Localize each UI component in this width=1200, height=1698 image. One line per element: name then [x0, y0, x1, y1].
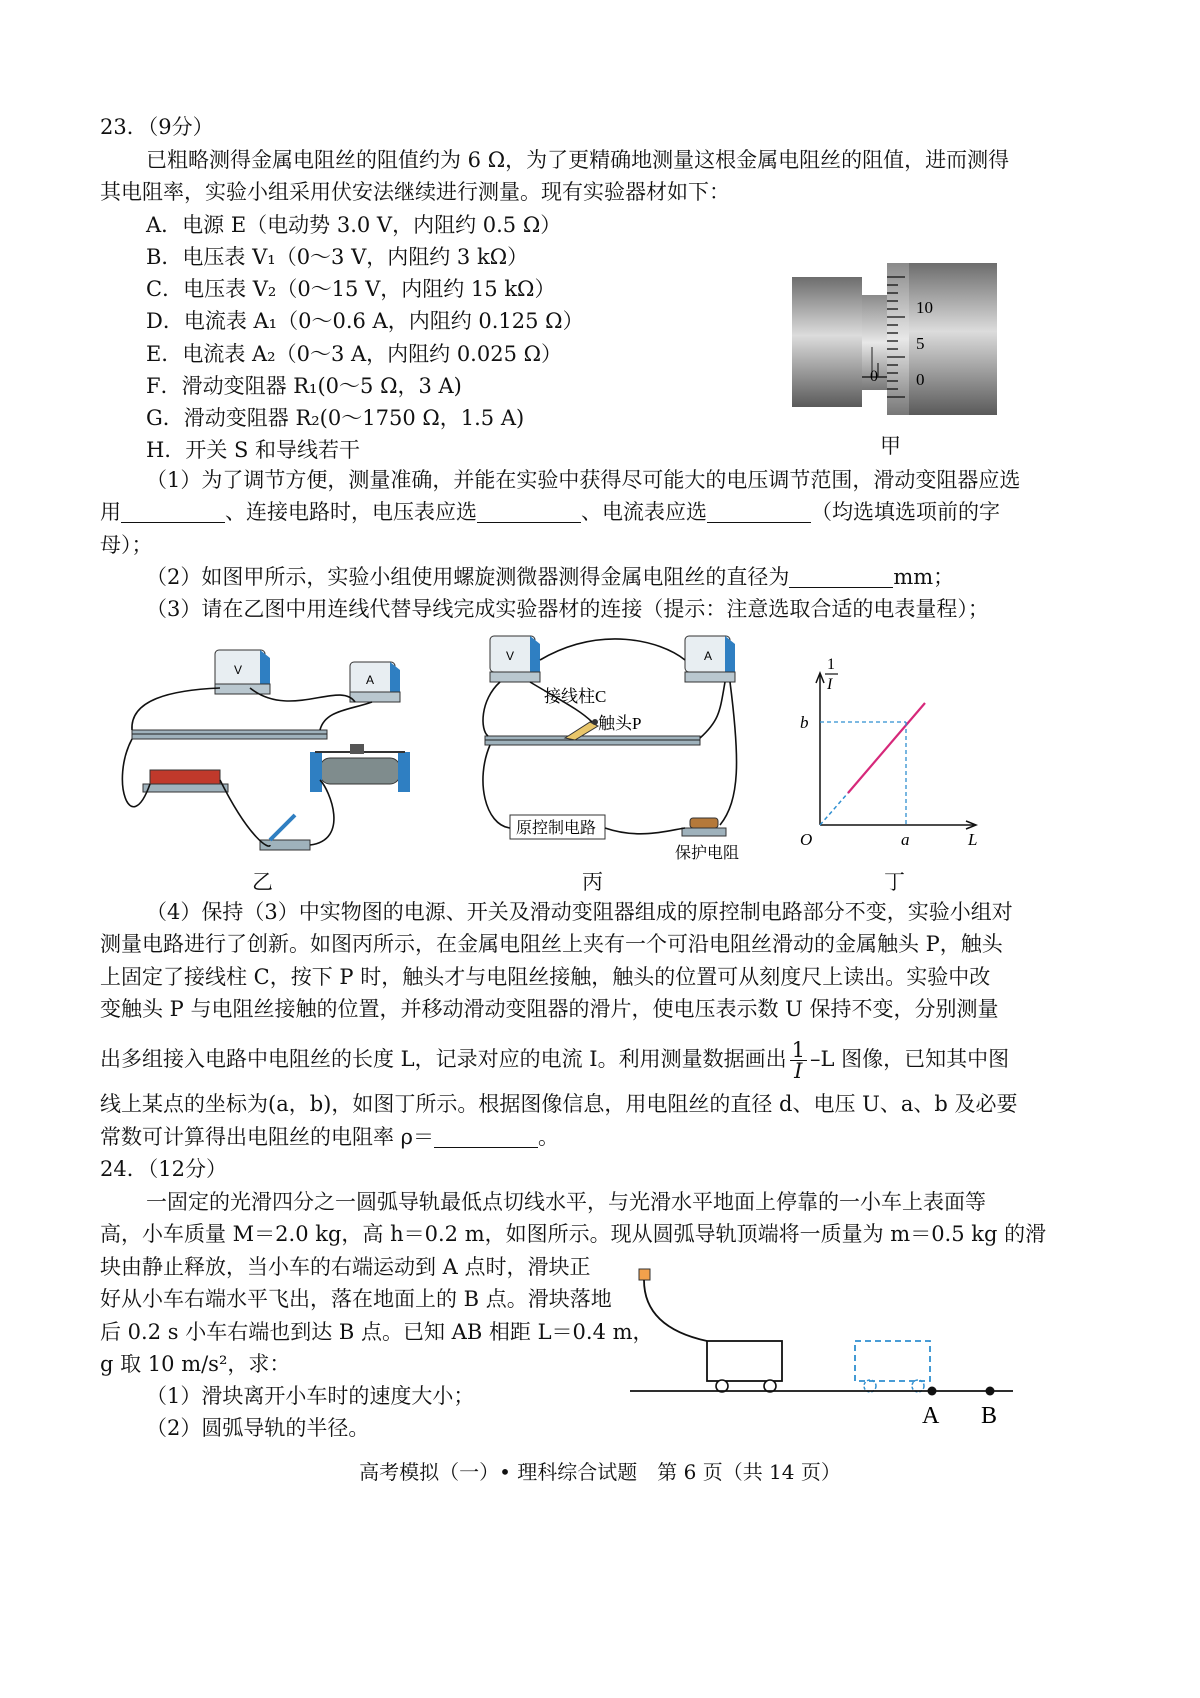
q24-line1: 一固定的光滑四分之一圆弧导轨最低点切线水平，与光滑水平地面上停靠的一小车上表面等: [146, 1190, 986, 1214]
point-a-dot: [928, 1387, 937, 1396]
ammeter-label: A: [366, 673, 375, 687]
arc-track: [644, 1280, 707, 1341]
figure-yi-circuit: [110, 640, 440, 870]
q24-sub2: （2）圆弧导轨的半径。: [146, 1416, 370, 1440]
origin-label: O: [800, 830, 813, 849]
q23-part4-line1: （4）保持（3）中实物图的电源、开关及滑动变阻器组成的原控制电路部分不变，实验小组对: [146, 900, 1013, 924]
answer-blank-ammeter[interactable]: [707, 500, 811, 523]
rheostat-icon: [310, 744, 410, 792]
part1-text-c: 、电流表应选: [581, 500, 707, 524]
q24-line4: 好从小车右端水平飞出，落在地面上的 B 点。滑块落地: [100, 1287, 612, 1311]
part4-line7-text-a: 常数可计算得出电阻丝的电阻率 ρ＝: [100, 1125, 435, 1149]
voltmeter-label: V: [234, 663, 243, 677]
protective-resistor-icon: [682, 818, 726, 836]
q23-part4-line4: 变触头 P 与电阻丝接触的位置，并移动滑动变阻器的滑片，使电压表示数 U 保持不变，分别测量: [100, 997, 999, 1021]
caption-ding: 丁: [884, 870, 905, 894]
q24-line6: g 取 10 m/s²，求：: [100, 1352, 291, 1376]
q23-part1-line3: 母）；: [100, 533, 153, 557]
extrapolated-line: [820, 793, 848, 825]
fraction-numerator: 1: [791, 1038, 805, 1062]
switch-icon: [260, 815, 310, 850]
q23-part4-line7: [100, 1122, 559, 1152]
caption-jia: 甲: [880, 434, 901, 458]
control-circuit-label: 原控制电路: [516, 820, 597, 837]
y-axis-num: 1: [827, 656, 835, 673]
micrometer-figure: [790, 255, 1005, 420]
point-b-dot: [986, 1387, 995, 1396]
caption-yi: 乙: [252, 870, 273, 894]
q24-line3: 块由静止释放，当小车的右端运动到 A 点时，滑块正: [100, 1255, 591, 1279]
sleeve-zero-label: 0: [870, 368, 878, 385]
cart-later-position: [855, 1341, 930, 1381]
point-a-label: A: [922, 1403, 940, 1429]
micrometer-frame: [792, 277, 862, 407]
q23-part4-line6: 线上某点的坐标为(a，b)，如图丁所示。根据图像信息，用电阻丝的直径 d、电压 U、a、b 及必要: [100, 1092, 1018, 1116]
answer-blank-rheostat[interactable]: [121, 500, 225, 523]
q23-part3: （3）请在乙图中用连线代替导线完成实验器材的连接（提示：注意选取合适的电表量程）；: [146, 597, 989, 621]
y-axis-den: I: [827, 676, 833, 693]
q24-sub1: （1）滑块离开小车时的速度大小；: [146, 1384, 475, 1408]
one-over-i-fraction: [790, 1040, 807, 1081]
q23-intro-line1: 已粗略测得金属电阻丝的阻值约为 6 Ω，为了更精确地测量这根金属电阻丝的阻值，进而测得: [146, 148, 1010, 172]
option-c: C．电压表 V₂（0～15 V，内阻约 15 kΩ）: [146, 277, 556, 301]
option-g: G．滑动变阻器 R₂(0～1750 Ω，1.5 A): [146, 406, 525, 430]
part4-line5-text-a: 出多组接入电路中电阻丝的长度 L，记录对应的电流 I。利用测量数据画出: [100, 1047, 787, 1071]
point-b-label: B: [981, 1403, 998, 1429]
q24-cart-figure: [625, 1265, 1020, 1440]
q23-part2: [146, 562, 954, 592]
part1-text-a: 用: [100, 500, 121, 524]
q24-line5: 后 0.2 s 小车右端也到达 B 点。已知 AB 相距 L＝0.4 m，: [100, 1320, 654, 1344]
answer-blank-voltmeter[interactable]: [477, 500, 581, 523]
q23-intro-line2: 其电阻率，实验小组采用伏安法继续进行测量。现有实验器材如下：: [100, 180, 730, 204]
thimble-label-0: 0: [916, 370, 925, 389]
contact-p-label: 触头P: [598, 714, 642, 733]
thimble-label-5: 5: [916, 334, 925, 353]
terminal-c-label: 接线柱C: [544, 687, 607, 706]
figure-ding-graph: [790, 655, 990, 865]
a-label: a: [901, 830, 910, 849]
ammeter-icon: [685, 636, 735, 682]
answer-blank-resistivity[interactable]: [434, 1125, 538, 1148]
q23-part1-line1: （1）为了调节方便，测量准确，并能在实验中获得尽可能大的电压调节范围，滑动变阻器应选: [146, 468, 1021, 492]
part1-text-d: （均选填选项前的字: [811, 500, 1000, 524]
fraction-denominator: I: [794, 1059, 803, 1083]
answer-blank-diameter[interactable]: [789, 565, 893, 588]
slider-block-icon: [639, 1269, 650, 1280]
part4-line7-text-b: 。: [538, 1125, 560, 1149]
option-e: E．电流表 A₂（0～3 A，内阻约 0.025 Ω）: [146, 342, 563, 366]
voltmeter-icon: [215, 650, 270, 694]
voltmeter-label: V: [506, 649, 515, 663]
option-a: A．电源 E（电动势 3.0 V，内阻约 0.5 Ω）: [146, 213, 562, 237]
q24-header: 24．（12分）: [100, 1157, 227, 1181]
q24-line2: 高，小车质量 M＝2.0 kg，高 h＝0.2 m，如图所示。现从圆弧导轨顶端将一质量为 m＝0.5 kg 的滑: [100, 1222, 1047, 1246]
ammeter-label: A: [704, 649, 713, 663]
thimble-label-10: 10: [916, 298, 933, 317]
x-axis-label: L: [968, 830, 978, 849]
caption-bing: 丙: [582, 870, 603, 894]
option-h: H．开关 S 和导线若干: [146, 438, 361, 462]
data-line: [848, 703, 925, 793]
option-b: B．电压表 V₁（0～3 V，内阻约 3 kΩ）: [146, 245, 529, 269]
part1-text-b: 、连接电路时，电压表应选: [225, 500, 477, 524]
q23-part4-line3: 上固定了接线柱 C，按下 P 时，触头才与电阻丝接触，触头的位置可从刻度尺上读出。实验中改: [100, 965, 991, 989]
q23-part4-line2: 测量电路进行了创新。如图丙所示，在金属电阻丝上夹有一个可沿电阻丝滑动的金属触头 P，触头: [100, 932, 1003, 956]
q23-header: 23．（9分）: [100, 115, 214, 139]
part2-text-a: （2）如图甲所示，实验小组使用螺旋测微器测得金属电阻丝的直径为: [146, 565, 790, 589]
option-d: D．电流表 A₁（0～0.6 A，内阻约 0.125 Ω）: [146, 309, 584, 333]
battery-icon: [150, 770, 220, 784]
voltmeter-icon: [490, 636, 540, 682]
b-label: b: [800, 713, 809, 732]
protect-resistor-label: 保护电阻: [675, 845, 740, 862]
q23-part1-line2: [100, 497, 1000, 527]
figure-bing-circuit: [480, 630, 780, 865]
cart-icon: [707, 1341, 782, 1381]
part2-text-b: mm；: [893, 565, 955, 589]
ammeter-icon: [350, 662, 400, 702]
page-footer: 高考模拟（一）• 理科综合试题 第 6 页（共 14 页）: [359, 1460, 841, 1484]
option-f: F．滑动变阻器 R₁(0～5 Ω，3 A): [146, 374, 462, 398]
q23-part4-line5: [100, 1040, 1009, 1081]
part4-line5-text-b: –L 图像，已知其中图: [809, 1047, 1010, 1071]
